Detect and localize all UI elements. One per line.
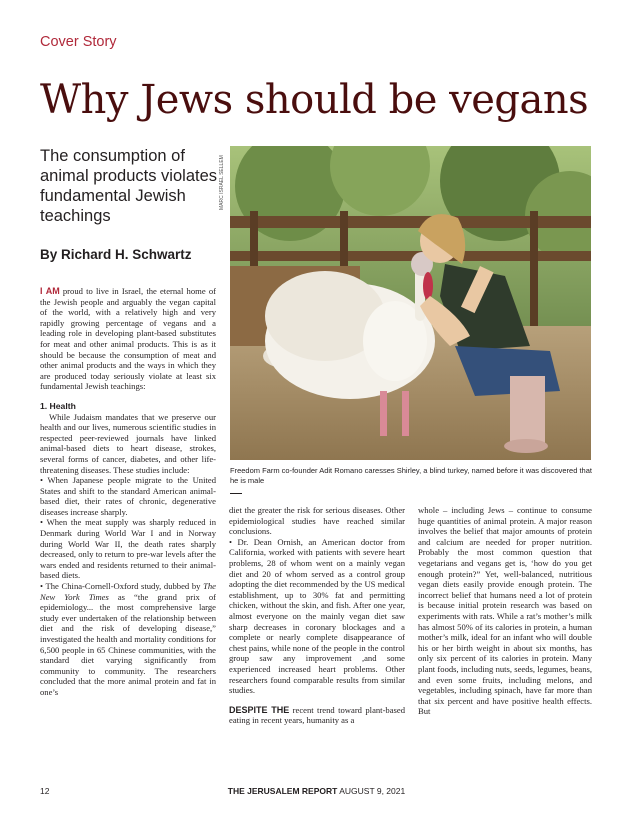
page-number: 12 <box>40 786 50 796</box>
headline: Why Jews should be vegans <box>40 77 589 123</box>
body-column-2 <box>229 505 405 726</box>
intro-lead: I AM <box>40 286 60 296</box>
publication-nyt: The New York Times <box>40 581 216 602</box>
section-label: Cover Story <box>40 34 117 50</box>
deck: The consumption of animal products violates fundamental Jewish teachings <box>40 147 218 225</box>
despite-paragraph <box>229 705 405 726</box>
publication-name: THE JERUSALEM REPORT <box>227 786 338 796</box>
body-column-1 <box>40 286 216 698</box>
byline: By Richard H. Schwartz <box>40 247 192 262</box>
section-heading-health: 1. Health <box>40 400 76 411</box>
bullet-japanese: • When Japanese people migrate to the United States and shift to the standard American animal-based diet, their rates of chronic, degenerative diseases increase sharply. <box>40 475 216 517</box>
bullet-denmark-norway: • When the meat supply was sharply reduced in Denmark during World War I and in Norway during World War II, the death rates sharply decreased, only to return to pre-war levels after the wars ended and residents returned to their animal-based diets. <box>40 517 216 581</box>
despite-text: recent trend toward plant-based eating in recent years, humanity as a <box>229 704 405 726</box>
col3-paragraph: whole – including Jews – continue to consume huge quantities of animal protein. A major reason involves the belief that major amounts of protein and calcium are needed for proper nutrition. Probably the most common question that vegetarians and vegans get is, ‘how do you get enough protein?” Yet, well-balanced, nutritious vegan diets easily provide enough protein. The incorrect belief that humans need a lot of protein is because initial protein research was based on experiments with rats. While a rat’s mother’s milk has almost 50% of its calories in protein, a human mother’s milk, ideal for an infant who will double his or her birth weight in about six months, has only six percent of its calories in protein. Many plant foods, including nuts, seeds, legumes, beans, and even some fruits, including melons, and vegetables, including spinach, have far more than that six percent and have positive health effects. But <box>418 505 592 717</box>
photo-illustration <box>230 146 591 460</box>
bullet-china-study <box>40 581 216 698</box>
body-column-3 <box>418 505 592 717</box>
despite-lead: DESPITE THE <box>229 704 290 715</box>
intro-text: proud to live in Israel, the eternal home of the Jewish people and arguably the vegan capital of the world, with a relatively high and very rapidly growing percentage of vegans and a leading role in developing plant-based substitutes for meat and other animal products. This is as it should be because the consumption of meat and other animal products and the ways in which they are produced today seriously violate at least six fundamental Jewish teachings: <box>40 286 216 392</box>
bullet-china-start: • The China-Cornell-Oxford study, dubbed by <box>40 581 204 592</box>
bullet-china-end: as “the grand prix of epidemiology... the most comprehensive large study ever undertaken of the relationship between diet and the risk of developing disease,” investigated the health and mortality conditions for 6,500 people in 65 Chinese communities, with the standard diet varying significantly from community to community. The researchers concluded that the more animal protein and fat in one’s <box>40 591 216 697</box>
col2-continuation: diet the greater the risk for serious diseases. Other epidemiological studies have reached similar conclusions. <box>229 505 405 537</box>
issue-date: AUGUST 9, 2021 <box>339 786 406 796</box>
photo-credit: MARC ISRAEL SELLEM <box>219 155 225 210</box>
article-photo <box>230 146 591 460</box>
intro-paragraph <box>40 286 216 392</box>
caption-rule <box>230 493 242 494</box>
health-intro: While Judaism mandates that we preserve our health and our lives, numerous scientific studies in respected peer-reviewed journals have linked animal-based diets to heart disease, strokes, several forms of cancer, diabetes, and other life-threatening diseases. These studies include: <box>40 411 216 475</box>
folio-line <box>0 786 633 796</box>
photo-caption: Freedom Farm co-founder Adit Romano caresses Shirley, a blind turkey, named before it was discovered that he is male <box>230 466 592 485</box>
bullet-ornish: • Dr. Dean Ornish, an American doctor from California, worked with patients with severe heart problems, 28 of whom went on a mainly vegan diet and 20 of whom served as a control group adopting the diet recommended by the US medical establishment, up to 30% fat and permitting chicken, without the skin, and fish. After one year, almost everyone on the mainly vegan diet saw sharp decreases in coronary blockages and a complete or nearly complete disappearance of chest pains, while none of the people in the control group saw any improvement ,and some experienced increased heart problems. Other researchers found comparable results from similar studies. <box>229 536 405 696</box>
